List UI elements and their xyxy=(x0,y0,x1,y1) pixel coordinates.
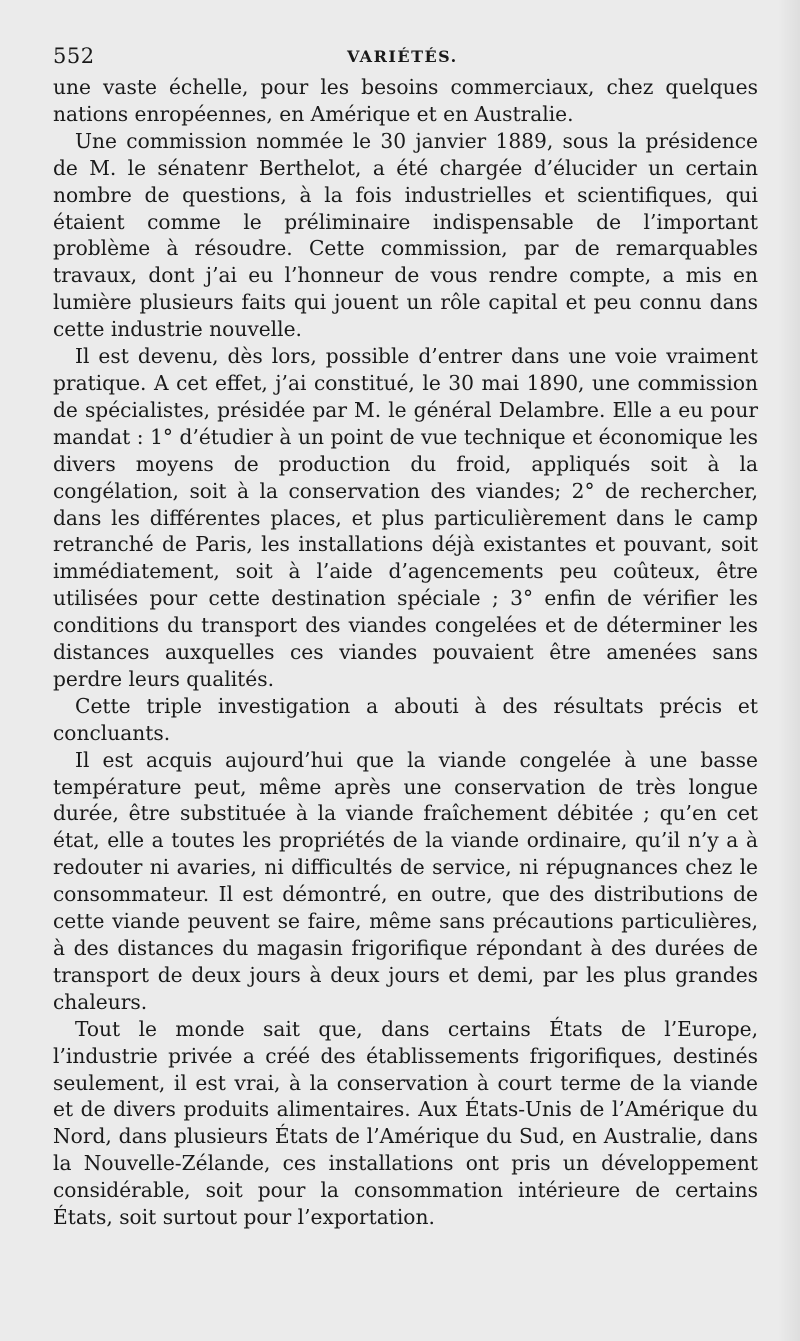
running-head xyxy=(53,38,758,74)
section-title: VARIÉTÉS. xyxy=(347,47,458,66)
body-text xyxy=(53,74,758,1231)
paragraph-commission-delambre: Il est devenu, dès lors, possible d’entrer dans une voie vraiment pratique. A cet effet, j’ai constitué, le 30 mai 1890, une commission de spécialistes, présidée par M. le général Delambre. Elle a eu pour mandat : 1° d’étudier à un point de vue technique et économique les divers moyens de production du froid, appliqués soit à la congélation, soit à la conservation des viandes; 2° de rechercher, dans les différentes places, et plus particulièrement dans le camp retranché de Paris, les installations déjà existantes et pouvant, soit immédiatement, soit à l’aide d’agencements peu coûteux, être utilisées pour cette destination spéciale ; 3° enfin de vérifier les conditions du transport des viandes congelées et de déterminer les distances auxquelles ces viandes pouvaient être amenées sans perdre leurs qualités. xyxy=(53,344,758,691)
paragraph-frozen-meat-findings: Il est acquis aujourd’hui que la viande congelée à une basse température peut, même après une conservation de très longue durée, être substituée à la viande fraîchement débitée ; qu’en cet état, elle a toutes les propriétés de la viande ordinaire, qu’il n’y a à redouter ni avaries, ni difficultés de service, ni répugnances chez le consommateur. Il est démontré, en outre, que des distributions de cette viande peuvent se faire, même sans précautions particulières, à des distances du magasin frigorifique répondant à des durées de transport de deux jours à deux jours et demi, par les plus grandes chaleurs. xyxy=(53,747,758,1014)
paragraph-investigation-result: Cette triple investigation a abouti à des résultats précis et concluants. xyxy=(53,693,758,745)
paragraph-commission-berthelot: Une commission nommée le 30 janvier 1889, sous la présidence de M. le sénatenr Berthelot, a été chargée d’élucider un certain nombre de questions, à la fois industrielles et scientifiques, qui étaient comme le préliminaire indispensable de l’important problème à résoudre. Cette commission, par de remarquables travaux, dont j’ai eu l’honneur de vous rendre compte, a mis en lumière plusieurs faits qui jouent un rôle capital et peu connu dans cette industrie nouvelle. xyxy=(53,128,758,342)
paragraph-private-industry: Tout le monde sait que, dans certains États de l’Europe, l’industrie privée a créé des établissements frigorifiques, destinés seulement, il est vrai, à la conservation à court terme de la viande et de divers produits alimentaires. Aux États-Unis de l’Amérique du Nord, dans plusieurs États de l’Amérique du Sud, en Australie, dans la Nouvelle-Zélande, ces installations ont pris un développement considérable, soit pour la consommation intérieure de certains États, soit surtout pour l’exportation. xyxy=(53,1016,758,1230)
paragraph-continuation: une vaste échelle, pour les besoins commerciaux, chez quelques nations enropéennes, en Amérique et en Australie. xyxy=(53,75,758,126)
page-number: 552 xyxy=(53,44,95,68)
